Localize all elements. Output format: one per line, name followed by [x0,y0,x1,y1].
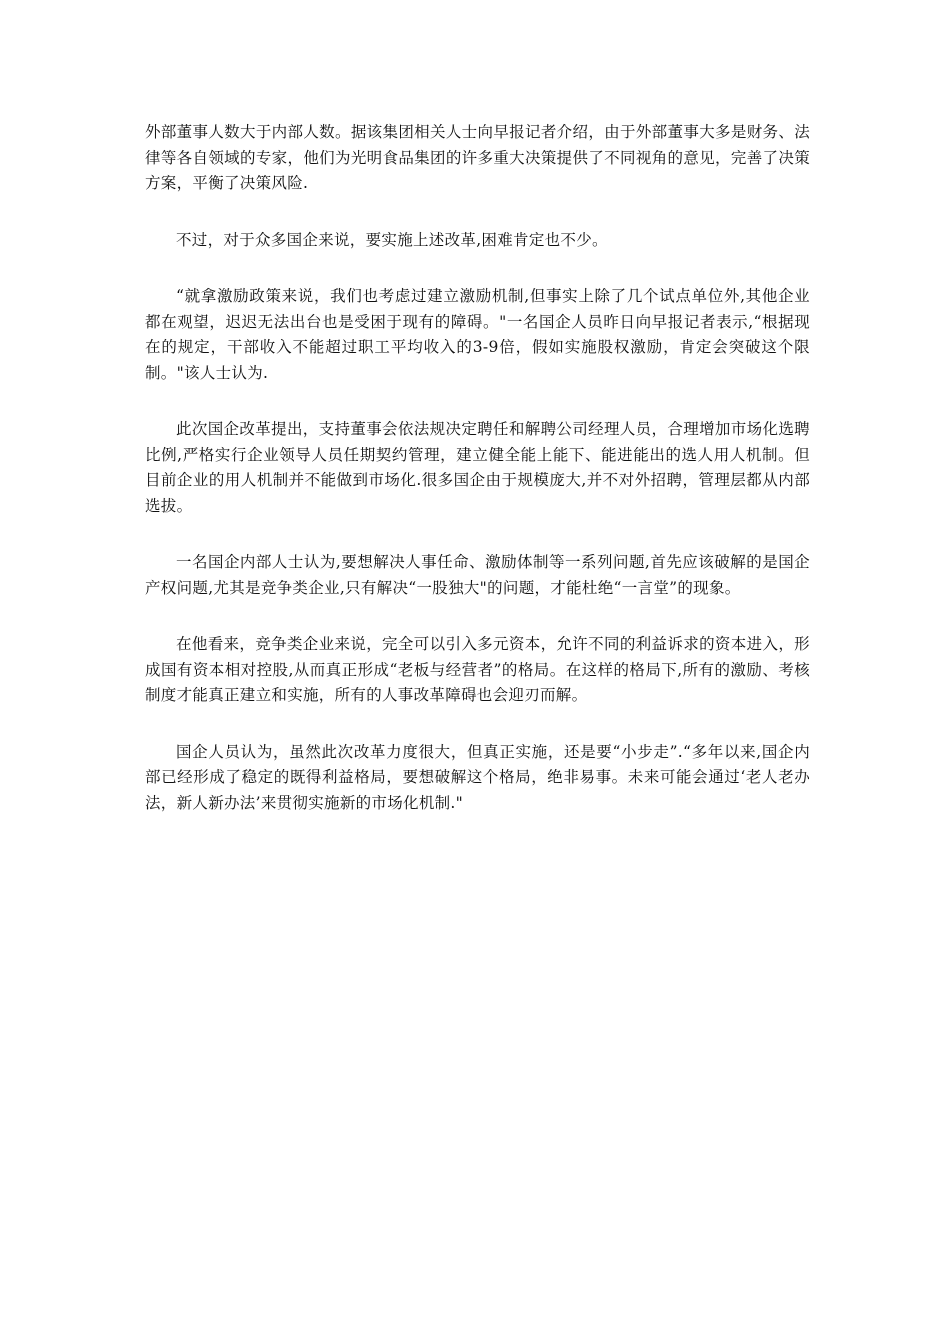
paragraph-3: “就拿激励政策来说，我们也考虑过建立激励机制,但事实上除了几个试点单位外,其他企业都在观望，迟迟无法出台也是受困于现有的障碍。"一名国企人员昨日向早报记者表示,“根据现在的规定，干部收入不能超过职工平均收入的3-9倍，假如实施股权激励，肯定会突破这个限制。"该人士认为. [145,287,810,382]
paragraph-1: 外部董事人数大于内部人数。据该集团相关人士向早报记者介绍，由于外部董事大多是财务、法律等各自领域的专家，他们为光明食品集团的许多重大决策提供了不同视角的意见，完善了决策方案，平衡了决策风险. [145,123,810,192]
article-body [145,120,810,847]
paragraph-5: 一名国企内部人士认为,要想解决人事任命、激励体制等一系列问题,首先应该破解的是国企产权问题,尤其是竞争类企业,只有解决“一股独大"的问题，才能杜绝“一言堂”的现象。 [145,553,810,597]
paragraph-2: 不过，对于众多国企来说，要实施上述改革,困难肯定也不少。 [176,230,608,249]
paragraph-7: 国企人员认为，虽然此次改革力度很大，但真正实施，还是要“小步走”.“多年以来,国企内部已经形成了稳定的既得利益格局，要想破解这个格局，绝非易事。未来可能会通过‘老人老办法，新人新办法’来贯彻实施新的市场化机制." [145,742,810,812]
paragraph-6: 在他看来，竞争类企业来说，完全可以引入多元资本，允许不同的利益诉求的资本进入，形成国有资本相对控股,从而真正形成“老板与经营者”的格局。在这样的格局下,所有的激励、考核制度才能真正建立和实施，所有的人事改革障碍也会迎刃而解。 [145,635,810,704]
paragraph-4: 此次国企改革提出，支持董事会依法规决定聘任和解聘公司经理人员，合理增加市场化选聘比例,严格实行企业领导人员任期契约管理，建立健全能上能下、能进能出的选人用人机制。但目前企业的用人机制并不能做到市场化.很多国企由于规模庞大,并不对外招聘，管理层都从内部选拔。 [145,420,810,515]
